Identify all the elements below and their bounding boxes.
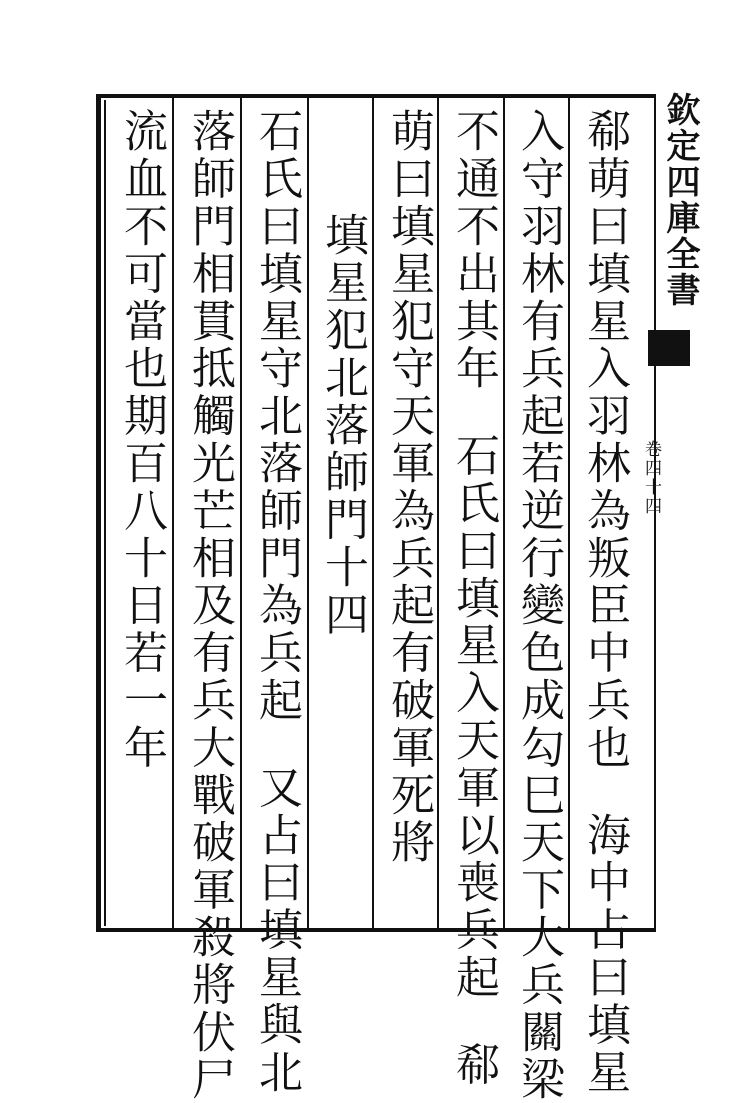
- column-segment: 萌曰填星犯守天軍為兵起有破軍死將: [383, 108, 434, 867]
- column-segment: 郗萌曰填星入羽林為叛臣中兵也: [579, 108, 630, 772]
- column-segment: 不通不出其年: [448, 108, 499, 393]
- text-column-1: [578, 108, 630, 1096]
- column-segment: 落師門相貫抵觸光芒相及有兵大戰破軍殺將伏尸: [184, 108, 235, 1103]
- text-column-2: [512, 108, 564, 1103]
- column-rule: [437, 98, 439, 928]
- column-segment: 郗: [448, 1041, 499, 1089]
- text-column-4: [382, 108, 434, 866]
- frame-inner-line: [104, 100, 106, 926]
- text-column-7: [183, 108, 235, 1103]
- column-rule: [307, 98, 309, 928]
- column-rule: [503, 98, 505, 928]
- column-rule: [240, 98, 242, 928]
- column-segment: 又占曰填星與北: [251, 764, 302, 1097]
- text-column-6: [250, 108, 302, 1096]
- text-column-3: [447, 108, 499, 1089]
- column-segment: 海中占曰填星: [579, 811, 630, 1097]
- column-segment: 石氏曰填星入天軍以喪兵起: [448, 432, 499, 1002]
- margin-title: 欽定四庫全書: [660, 92, 700, 308]
- column-rule: [372, 98, 374, 928]
- text-column-8: [115, 108, 167, 772]
- column-segment: 流血不可當也期百八十日若一年: [116, 108, 167, 772]
- text-column-5-heading: [316, 212, 368, 639]
- page-frame: [96, 94, 656, 932]
- margin-juan-number: 卷四十四: [641, 440, 661, 516]
- column-rule: [172, 98, 174, 928]
- column-rule: [568, 98, 570, 928]
- column-segment: 石氏曰填星守北落師門為兵起: [251, 108, 302, 725]
- column-segment: 填星犯北落師門十四: [317, 212, 368, 639]
- column-segment: 入守羽林有兵起若逆行變色成勾巳天下大兵關梁: [513, 108, 564, 1103]
- margin-fishtail-block: [648, 330, 690, 366]
